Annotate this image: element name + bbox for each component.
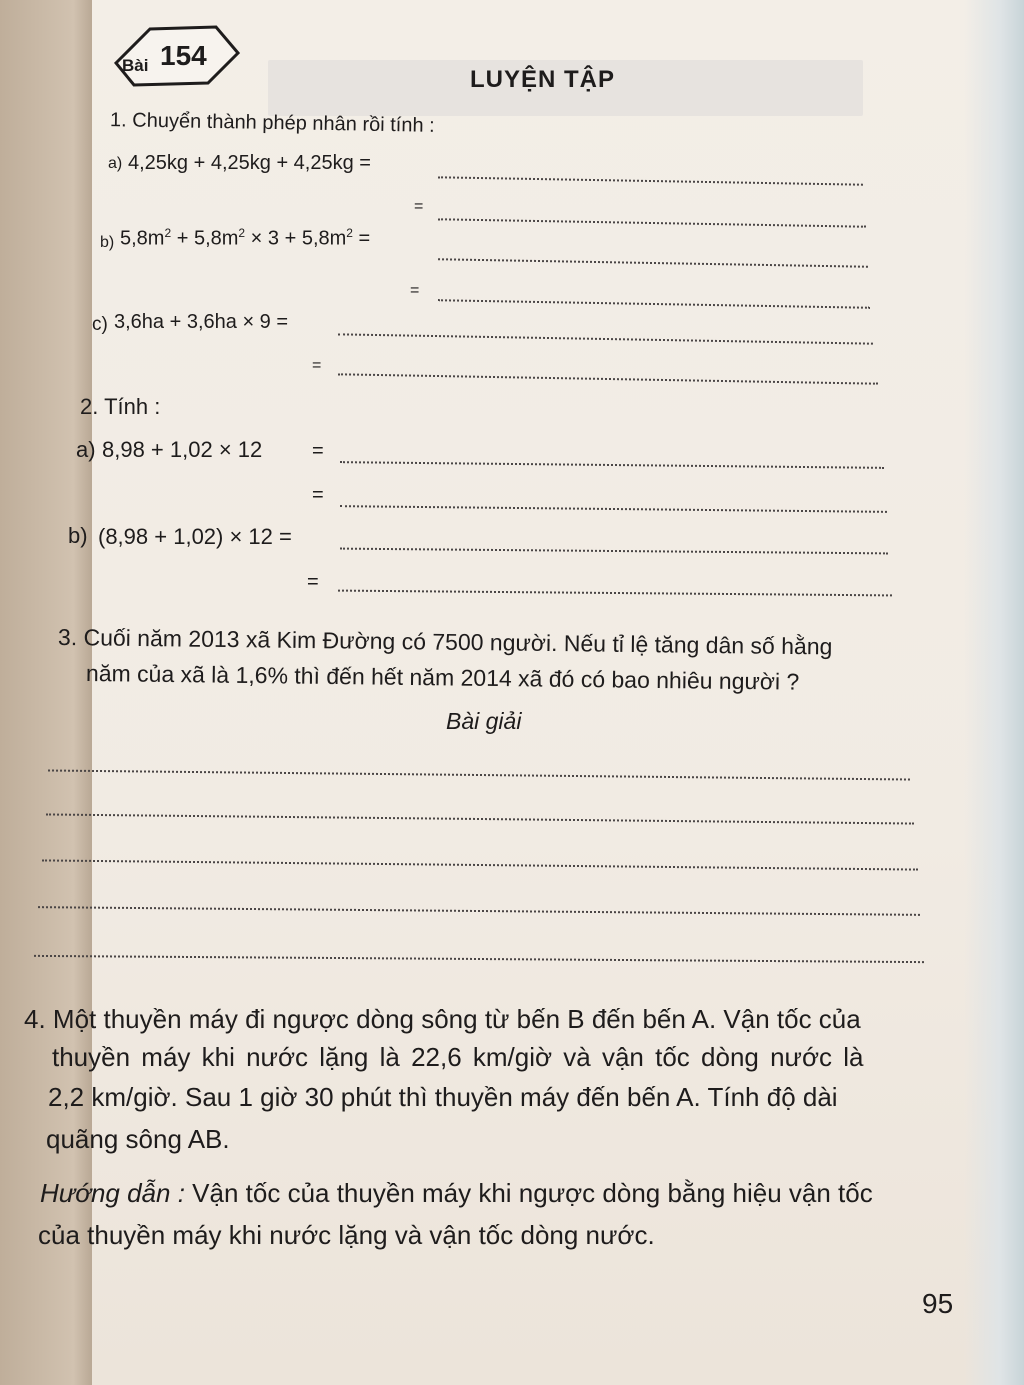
ex2-a-label: a) (76, 437, 96, 462)
exercise-4-line-4: quãng sông AB. (46, 1124, 230, 1154)
equals-sign: = (312, 440, 324, 462)
solution-label: Bài giải (446, 708, 522, 734)
exercise-3-line-2: năm của xã là 1,6% thì đến hết năm 2014 xã đó có bao nhiêu người ? (85, 660, 800, 695)
ex2-b-label: b) (68, 523, 88, 548)
hint-line-1 (40, 1178, 873, 1209)
exercise-2-heading: 2. Tính : (80, 394, 161, 419)
exercise-4-line-2: thuyền máy khi nước lặng là 22,6 km/giờ và vận tốc dòng nước là (52, 1042, 864, 1072)
ex1-b-expression: $5,8m^2 + 5,8m^2 \times 3 + 5,8m^2$ = (120, 226, 371, 250)
hint-line-2: của thuyền máy khi nước lặng và vận tốc dòng nước. (38, 1220, 655, 1250)
ex1-a-label: a) (108, 155, 123, 172)
hint-text: Vận tốc của thuyền máy khi ngược dòng bằng hiệu vận tốc (184, 1178, 873, 1208)
page-number: 95 (922, 1288, 954, 1319)
ex1-a-expression: 4,25kg + 4,25kg + 4,25kg = (128, 152, 371, 174)
exercise-3-line-1: 3. Cuối năm 2013 xã Kim Đường có 7500 người. Nếu tỉ lệ tăng dân số hằng (57, 624, 833, 660)
equals-sign: = (414, 198, 424, 215)
equals-sign: = (312, 357, 322, 374)
lesson-number: 154 (160, 40, 207, 71)
exercise-4-line-1: 4. Một thuyền máy đi ngược dòng sông từ bến B đến bến A. Vận tốc của (24, 1004, 861, 1034)
book-right-edge (964, 0, 1024, 1385)
lesson-word: Bài (122, 56, 149, 75)
ex1-c-label: c) (92, 314, 108, 335)
exercise-1-heading: 1. Chuyển thành phép nhân rồi tính : (109, 109, 435, 137)
hint-label: Hướng dẫn : (40, 1178, 185, 1208)
equals-sign: = (312, 484, 324, 506)
exercise-4-line-3: 2,2 km/giờ. Sau 1 giờ 30 phút thì thuyền máy đến bến A. Tính độ dài (48, 1082, 838, 1112)
ex1-b-label: b) (100, 234, 115, 251)
page-title: LUYỆN TẬP (470, 66, 616, 93)
ex2-a-expression: 8,98 + 1,02 × 12 (102, 437, 263, 462)
equals-sign: = (307, 571, 319, 593)
ex1-c-expression: 3,6ha + 3,6ha × 9 = (114, 311, 289, 333)
ex2-b-expression: (8,98 + 1,02) × 12 = (98, 524, 292, 549)
equals-sign: = (410, 282, 420, 299)
